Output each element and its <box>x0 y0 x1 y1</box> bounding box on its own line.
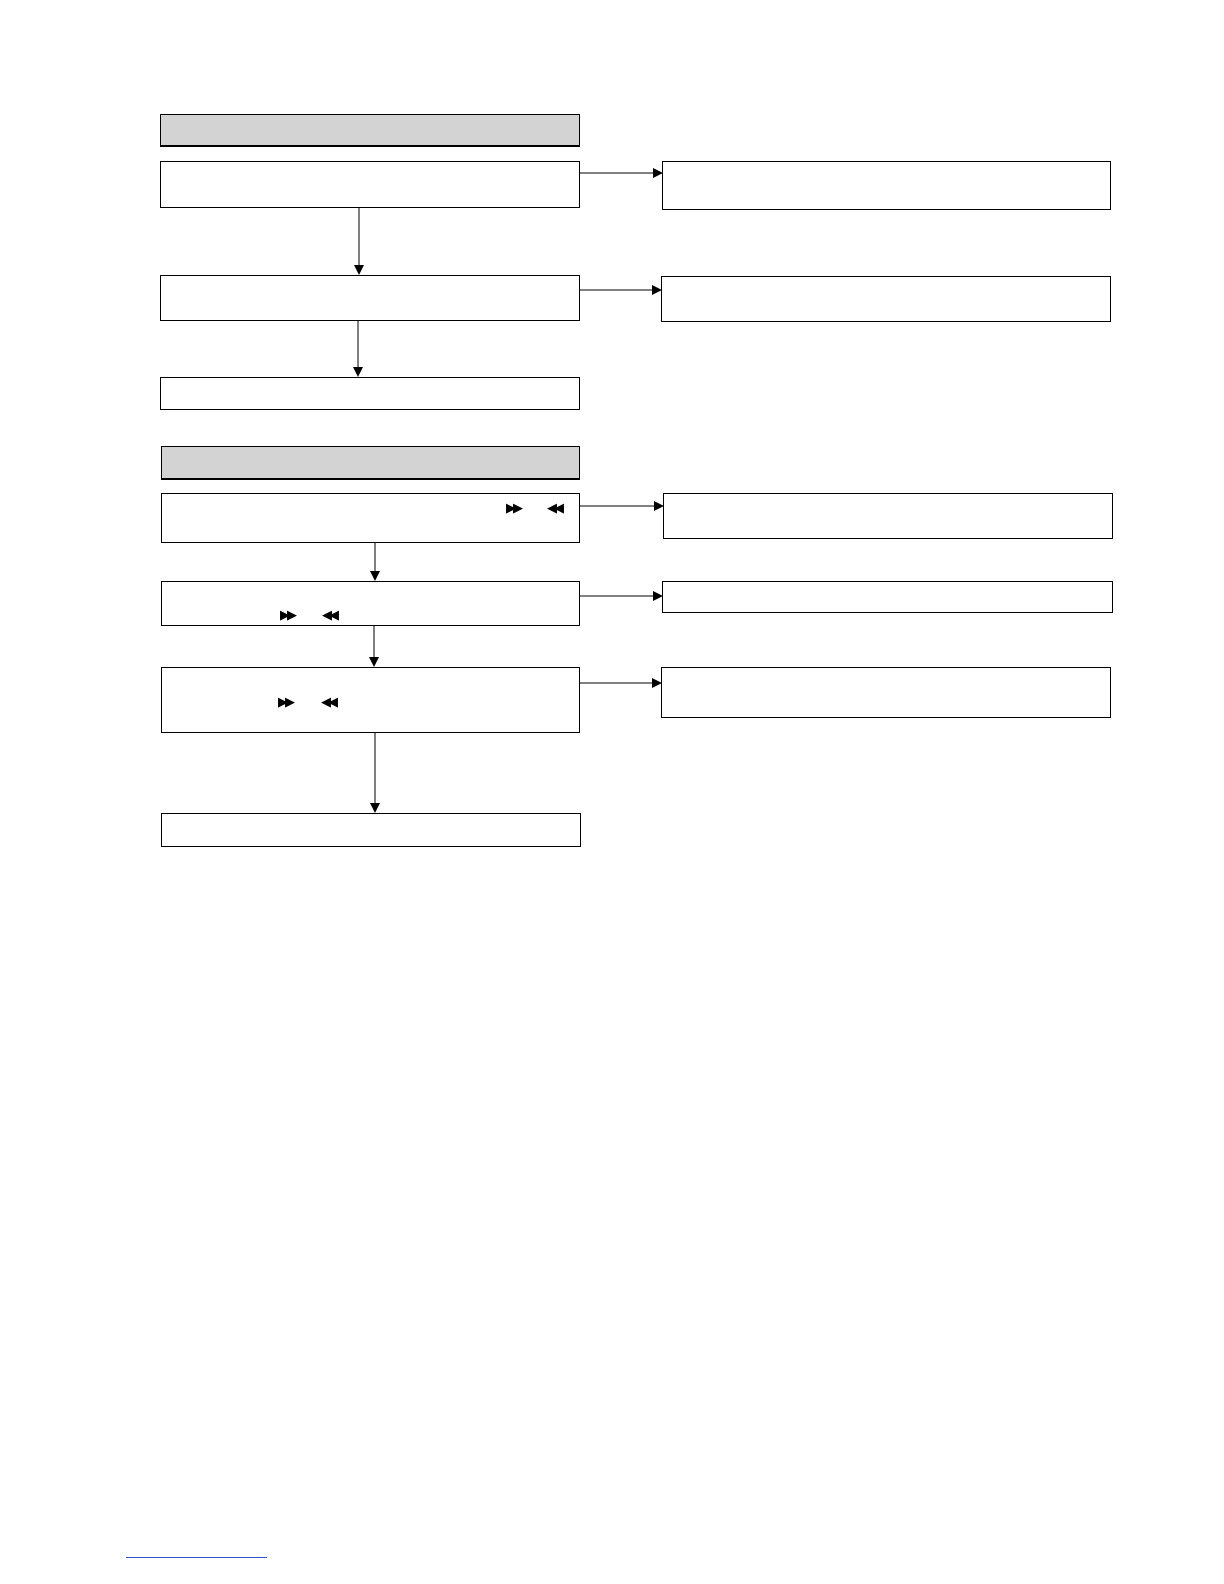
footer-link-underline[interactable] <box>126 1557 267 1558</box>
fast-forward-icon: ▶▶ <box>278 694 292 709</box>
section2-step2-box <box>161 581 580 626</box>
section1-step2-box <box>160 275 580 321</box>
section2-outcome2-box <box>662 581 1113 613</box>
section1-outcome1-box <box>662 161 1111 210</box>
section2-step4-box <box>161 813 581 847</box>
section2-outcome1-box <box>663 493 1113 539</box>
section1-step1-box <box>160 161 580 208</box>
rewind-icon: ◀◀ <box>321 694 335 709</box>
rewind-icon: ◀◀ <box>322 607 336 622</box>
section1-outcome2-box <box>661 276 1111 322</box>
fast-forward-icon: ▶▶ <box>280 607 294 622</box>
section2-header <box>161 446 580 480</box>
rewind-icon: ◀◀ <box>547 500 561 515</box>
section1-step3-box <box>160 377 580 410</box>
fast-forward-icon: ▶▶ <box>506 500 520 515</box>
section2-step3-box <box>161 667 580 733</box>
section1-header <box>160 114 580 147</box>
section2-outcome3-box <box>661 667 1111 718</box>
